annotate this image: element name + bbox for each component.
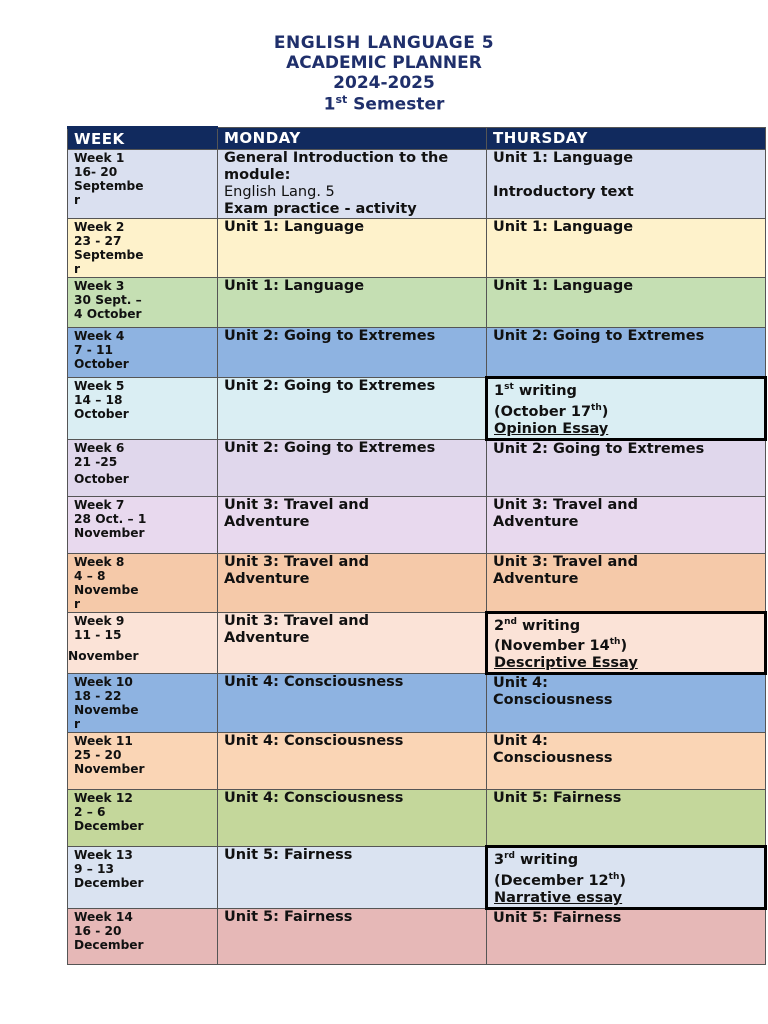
table-row bbox=[68, 328, 766, 378]
week-cell: Week 10 18 - 22 Novembe r bbox=[68, 674, 218, 733]
monday-cell: Unit 1: Language bbox=[218, 278, 487, 328]
column-header-monday: MONDAY bbox=[218, 128, 487, 150]
thursday-cell: Unit 1: Language bbox=[487, 278, 766, 328]
monday-cell: Unit 3: Travel and Adventure bbox=[218, 612, 487, 674]
thursday-cell: Unit 2: Going to Extremes bbox=[487, 439, 766, 496]
monday-cell: General Introduction to the module: English Lang. 5 Exam practice - activity bbox=[218, 150, 487, 219]
monday-cell: Unit 3: Travel and Adventure bbox=[218, 496, 487, 553]
thursday-cell: Unit 3: Travel and Adventure bbox=[487, 553, 766, 612]
planner-table bbox=[67, 126, 767, 965]
column-header-week: WEEK bbox=[68, 128, 218, 150]
week-cell: Week 2 23 - 27 Septembe r bbox=[68, 219, 218, 278]
week-cell: Week 6 21 -25 October bbox=[68, 439, 218, 496]
week-cell: Week 7 28 Oct. – 1 November bbox=[68, 496, 218, 553]
thursday-cell: Unit 1: Language Introductory text bbox=[487, 150, 766, 219]
week-cell: Week 9 11 - 15 November bbox=[68, 612, 218, 674]
document-title: ENGLISH LANGUAGE 5 bbox=[273, 33, 495, 53]
week-cell: Week 4 7 - 11 October bbox=[68, 328, 218, 378]
writing-assignment-cell: 2nd writing (November 14th) Descriptive Essay bbox=[487, 612, 766, 674]
table-row bbox=[68, 496, 766, 553]
table-row bbox=[68, 847, 766, 909]
column-header-thursday: THURSDAY bbox=[487, 128, 766, 150]
semester-label: 1st Semester bbox=[323, 93, 445, 115]
table-row bbox=[68, 378, 766, 440]
table-row bbox=[68, 733, 766, 790]
monday-cell: Unit 4: Consciousness bbox=[218, 733, 487, 790]
academic-year: 2024-2025 bbox=[333, 73, 435, 93]
monday-cell: Unit 1: Language bbox=[218, 219, 487, 278]
table-row bbox=[68, 790, 766, 847]
monday-cell: Unit 2: Going to Extremes bbox=[218, 439, 487, 496]
monday-cell: Unit 5: Fairness bbox=[218, 847, 487, 909]
table-row bbox=[68, 674, 766, 733]
week-cell: Week 12 2 – 6 December bbox=[68, 790, 218, 847]
thursday-cell: Unit 5: Fairness bbox=[487, 790, 766, 847]
document-subtitle: ACADEMIC PLANNER bbox=[286, 53, 482, 73]
week-cell: Week 14 16 - 20 December bbox=[68, 908, 218, 964]
week-cell: Week 5 14 – 18 October bbox=[68, 378, 218, 440]
thursday-cell: Unit 4: Consciousness bbox=[487, 733, 766, 790]
week-cell: Week 11 25 - 20 November bbox=[68, 733, 218, 790]
thursday-cell: Unit 4: Consciousness bbox=[487, 674, 766, 733]
thursday-cell: Unit 1: Language bbox=[487, 219, 766, 278]
week-cell: Week 3 30 Sept. – 4 October bbox=[68, 278, 218, 328]
week-cell: Week 13 9 – 13 December bbox=[68, 847, 218, 909]
table-row bbox=[68, 150, 766, 219]
essay-type: Descriptive Essay bbox=[494, 655, 638, 672]
thursday-cell: Unit 3: Travel and Adventure bbox=[487, 496, 766, 553]
monday-cell: Unit 4: Consciousness bbox=[218, 790, 487, 847]
thursday-cell: Unit 2: Going to Extremes bbox=[487, 328, 766, 378]
thursday-cell: Unit 5: Fairness bbox=[487, 908, 766, 964]
essay-type: Opinion Essay bbox=[494, 420, 609, 437]
table-row bbox=[68, 278, 766, 328]
table-row bbox=[68, 553, 766, 612]
monday-cell: Unit 4: Consciousness bbox=[218, 674, 487, 733]
table-row bbox=[68, 612, 766, 674]
week-cell: Week 8 4 – 8 Novembe r bbox=[68, 553, 218, 612]
monday-cell: Unit 5: Fairness bbox=[218, 908, 487, 964]
essay-type: Narrative essay bbox=[494, 889, 623, 906]
writing-assignment-cell: 1st writing (October 17th) Opinion Essay bbox=[487, 378, 766, 440]
table-row bbox=[68, 219, 766, 278]
week-cell: Week 1 16- 20 Septembe r bbox=[68, 150, 218, 219]
writing-assignment-cell: 3rd writing (December 12th) Narrative essay bbox=[487, 847, 766, 909]
table-header-row bbox=[68, 128, 766, 150]
table-row bbox=[68, 439, 766, 496]
monday-cell: Unit 2: Going to Extremes bbox=[218, 328, 487, 378]
monday-cell: Unit 2: Going to Extremes bbox=[218, 378, 487, 440]
monday-cell: Unit 3: Travel and Adventure bbox=[218, 553, 487, 612]
table-row bbox=[68, 908, 766, 964]
